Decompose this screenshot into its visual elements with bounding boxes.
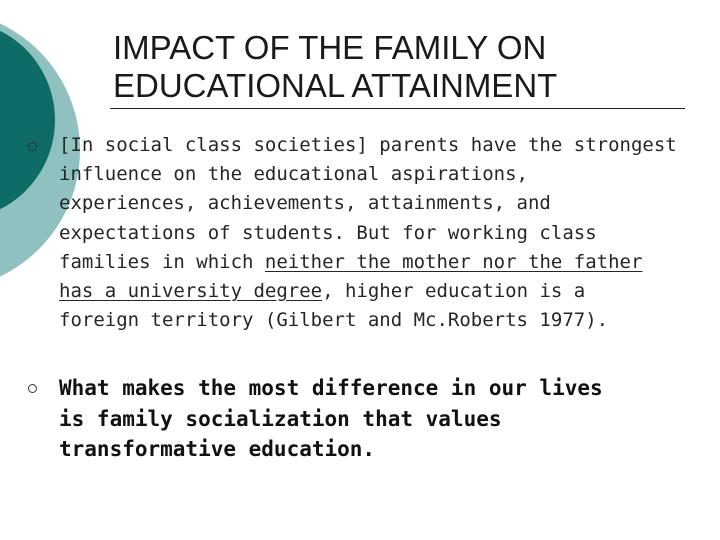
circle-bullet-icon [28,384,37,393]
text-run: foreign territory (Gilbert and Mc.Roberts 1977). [59,309,609,332]
title-divider [110,108,685,109]
text-run: , higher education is a [322,280,586,303]
underlined-phrase: has a university degree [59,280,323,303]
text-line [59,189,699,218]
bullet-text [59,131,699,335]
slide-title: IMPACT OF THE FAMILY ON EDUCATIONAL ATTAINMENT [113,29,558,104]
text-run: experiences, achievements, attainments, and [59,192,551,215]
text-line [59,306,699,335]
text-line [59,434,699,465]
circle-bullet-icon [28,142,37,151]
text-run: expectations of students. But for working class [59,221,597,244]
bullet-text [59,373,699,465]
text-line [59,160,699,189]
text-run: transformative education. [59,437,376,461]
text-run: families in which [59,250,265,273]
text-line [59,277,699,306]
text-run: What makes the most difference in our lives [59,376,603,400]
text-line [59,404,699,435]
text-line [59,373,699,404]
underlined-phrase: neither the mother nor the father [264,250,643,273]
text-line [59,219,699,248]
text-run: [In social class societies] parents have the strongest [59,134,677,156]
text-run: influence on the educational aspirations, [59,163,528,186]
text-line [59,131,699,160]
text-run: is family socialization that values [59,406,502,431]
text-line [59,248,699,277]
